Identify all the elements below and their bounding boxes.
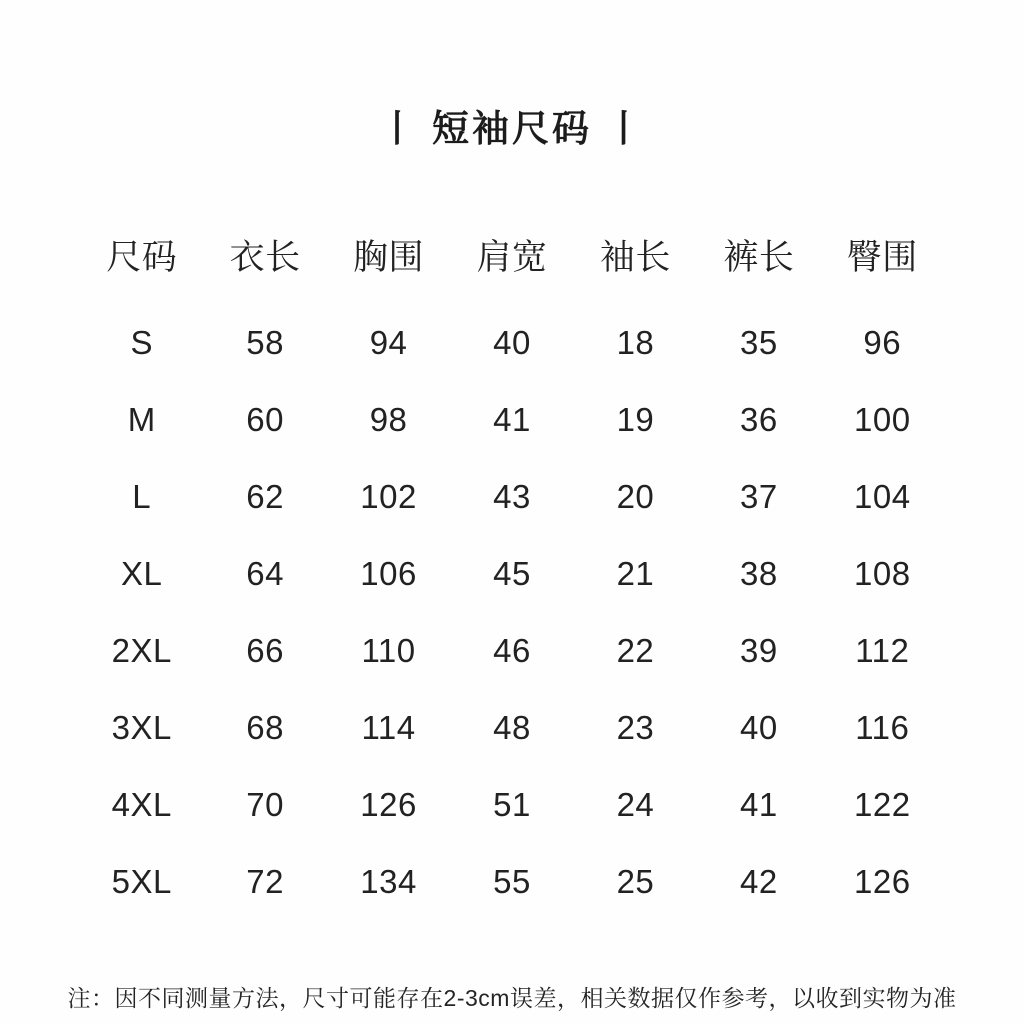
size-cell: S [130,323,153,361]
column-header: 肩宽 [476,237,548,277]
value-cell: 21 [616,554,655,592]
value-cell: 35 [739,323,778,361]
value-cell: 94 [369,323,408,361]
value-cell: 98 [369,400,408,438]
value-cell: 25 [616,862,655,900]
value-cell: 112 [855,631,910,669]
size-table [0,216,1024,920]
value-cell: 37 [739,477,778,515]
value-cell: 110 [361,631,416,669]
value-cell: 96 [863,323,902,361]
value-cell: 106 [360,554,417,592]
table-body [80,304,944,920]
value-cell: 102 [360,477,417,515]
value-cell: 68 [246,708,284,746]
table-row [80,458,944,535]
value-cell: 66 [246,631,284,669]
value-cell: 40 [493,323,531,361]
value-cell: 100 [854,400,911,438]
column-header: 臀围 [846,237,918,277]
value-cell: 43 [493,477,531,515]
value-cell: 72 [246,862,284,900]
value-cell: 60 [246,400,284,438]
value-cell: 114 [361,708,416,746]
value-cell: 24 [616,785,655,823]
table-row [80,689,944,766]
value-cell: 40 [739,708,778,746]
value-cell: 41 [739,785,778,823]
table-row [80,381,944,458]
value-cell: 18 [616,323,655,361]
table-row [80,843,944,920]
page-title: 丨 短袖尺码 丨 [378,108,646,149]
size-cell: XL [121,554,163,592]
value-cell: 39 [739,631,778,669]
value-cell: 22 [616,631,655,669]
column-header: 衣长 [229,237,301,277]
value-cell: 126 [360,785,417,823]
column-header: 裤长 [723,237,795,277]
value-cell: 134 [360,862,417,900]
column-header: 胸围 [353,237,425,277]
value-cell: 62 [246,477,284,515]
value-cell: 36 [739,400,778,438]
value-cell: 116 [855,708,910,746]
table-header-row [80,216,944,293]
value-cell: 38 [739,554,778,592]
table-row [80,304,944,381]
value-cell: 20 [616,477,655,515]
value-cell: 45 [493,554,531,592]
value-cell: 23 [616,708,655,746]
value-cell: 55 [493,862,531,900]
value-cell: 19 [616,400,655,438]
size-cell: 2XL [111,631,172,669]
table-row [80,535,944,612]
note-text: 注：因不同测量方法，尺寸可能存在2-3cm误差，相关数据仅作参考，以收到实物为准 [67,985,957,1011]
table-row [80,612,944,689]
value-cell: 126 [854,862,911,900]
column-header: 袖长 [599,237,671,277]
value-cell: 42 [739,862,778,900]
size-cell: 5XL [111,862,172,900]
value-cell: 51 [493,785,531,823]
value-cell: 41 [493,400,531,438]
value-cell: 48 [493,708,531,746]
value-cell: 122 [854,785,911,823]
column-header: 尺码 [106,237,178,277]
value-cell: 64 [246,554,284,592]
size-cell: M [127,400,156,438]
value-cell: 104 [854,477,911,515]
size-cell: L [132,477,152,515]
value-cell: 46 [493,631,531,669]
value-cell: 108 [854,554,911,592]
size-cell: 3XL [111,708,172,746]
value-cell: 58 [246,323,284,361]
size-cell: 4XL [111,785,172,823]
value-cell: 70 [246,785,284,823]
table-row [80,766,944,843]
